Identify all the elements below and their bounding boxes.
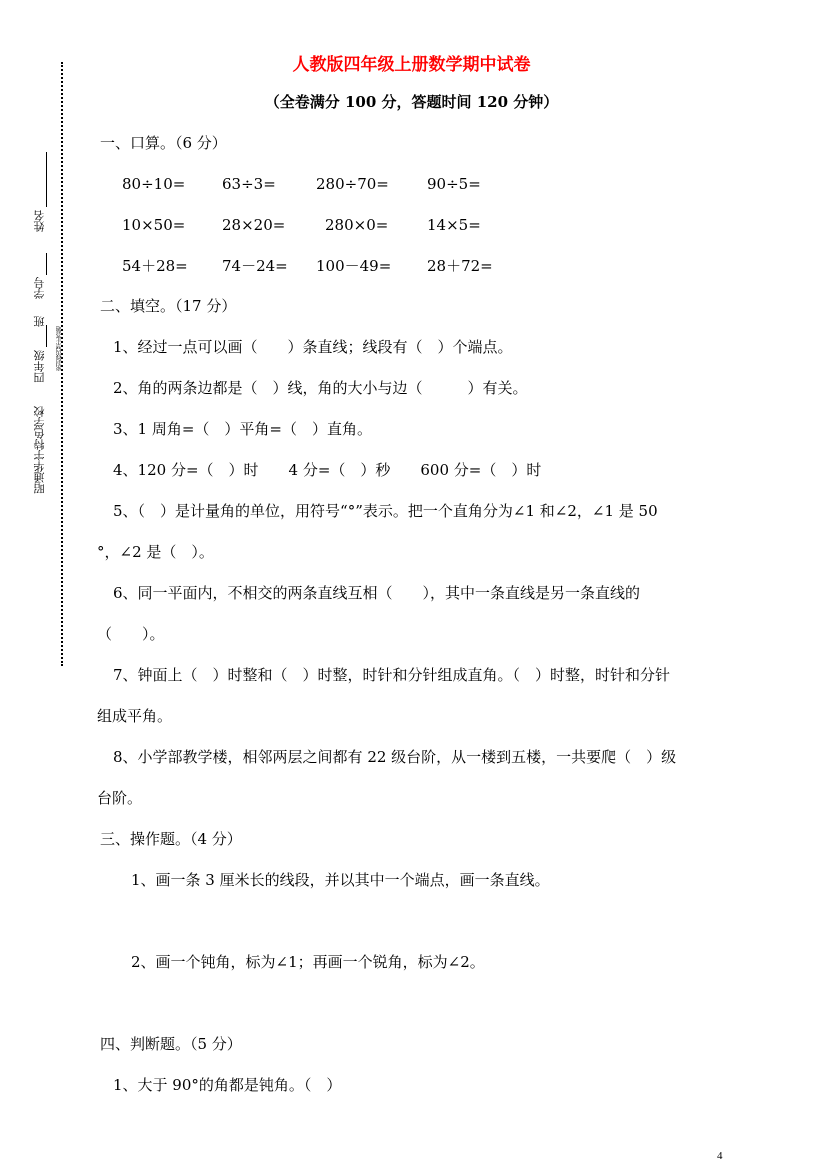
name-blank (46, 152, 47, 207)
section-4-heading: 四、判断题。（5 分） (100, 1035, 242, 1053)
question-2-1: 1、经过一点可以画（ ）条直线；线段有（ ）个端点。 (113, 338, 513, 356)
calc-item: 14×5= (427, 216, 481, 234)
question-2-5: 5、（ ）是计量角的单位，用符号“°”表示。把一个直角分为∠1 和∠2，∠1 是 50 (113, 502, 658, 520)
grade-label: 四年级 (33, 350, 46, 383)
class-label: 班 (33, 316, 46, 327)
seal-note: 密封线内禁止答题 (56, 327, 63, 371)
section-1-heading: 一、口算。（6 分） (100, 134, 227, 152)
calc-item: 10×50= (122, 216, 186, 234)
question-4-1: 1、大于 90°的角都是钝角。（ ） (113, 1076, 342, 1094)
section-2-heading: 二、填空。（17 分） (100, 297, 237, 315)
calc-item: 280×0= (325, 216, 389, 234)
question-2-6: 6、同一平面内，不相交的两条直线互相（ ），其中一条直线是另一条直线的 (113, 584, 641, 602)
question-2-8: 8、小学部教学楼，相邻两层之间都有 22 级台阶，从一楼到五楼，一共要爬（ ）级 (113, 748, 677, 766)
student-no-blank (46, 253, 47, 275)
name-label: 姓名 (33, 210, 46, 232)
question-2-7: 7、钟面上（ ）时整和（ ）时整，时针和分针组成直角。（ ）时整，时针和分针 (113, 666, 671, 684)
school-label: 昭通华宇特色学校 (33, 406, 46, 494)
calc-item: 63÷3= (222, 175, 276, 193)
question-2-4: 4、120 分=（ ）时 4 分=（ ）秒 600 分=（ ）时 (113, 461, 542, 479)
calc-item: 280÷70= (316, 175, 389, 193)
calc-item: 54＋28= (122, 257, 188, 275)
question-2-2: 2、角的两条边都是（ ）线，角的大小与边（ ）有关。 (113, 379, 528, 397)
calc-item: 90÷5= (427, 175, 481, 193)
calc-item: 28×20= (222, 216, 286, 234)
question-3-1: 1、画一条 3 厘米长的线段，并以其中一个端点，画一条直线。 (131, 871, 550, 889)
exam-subtitle: （全卷满分 100 分，答题时间 120 分钟） (264, 93, 559, 111)
page-number: 4 (717, 1150, 723, 1162)
exam-title: 人教版四年级上册数学期中试卷 (292, 55, 531, 75)
question-2-8-continued: 台阶。 (97, 789, 143, 807)
calc-item: 80÷10= (122, 175, 186, 193)
calc-item: 74－24= (222, 257, 288, 275)
question-3-2: 2、画一个钝角，标为∠1；再画一个锐角，标为∠2。 (131, 953, 485, 971)
class-blank (46, 325, 47, 347)
student-no-label: 学号 (33, 277, 46, 299)
question-2-5-continued: °，∠2 是（ ）。 (97, 543, 214, 561)
calc-item: 100－49= (316, 257, 392, 275)
question-2-3: 3、1 周角=（ ）平角=（ ）直角。 (113, 420, 372, 438)
section-3-heading: 三、操作题。（4 分） (100, 830, 242, 848)
calc-item: 28＋72= (427, 257, 493, 275)
question-2-6-continued: （ ）。 (97, 625, 165, 643)
question-2-7-continued: 组成平角。 (97, 707, 173, 725)
